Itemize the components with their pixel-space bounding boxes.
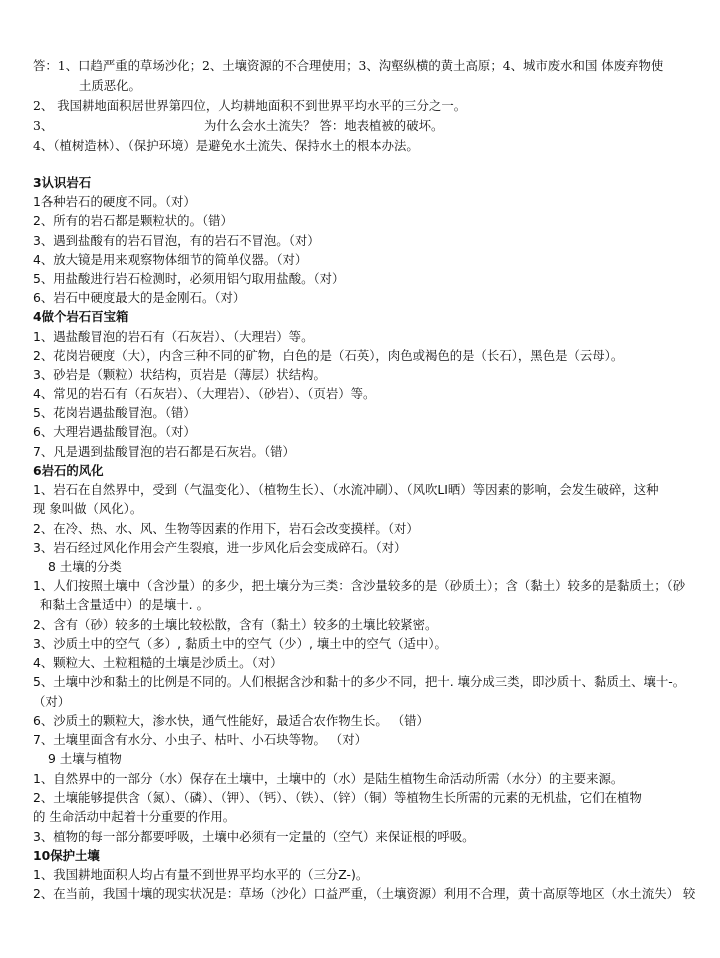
text-line: 4、颗粒大、土粒粗糙的土壤是沙质土。（对） [33, 655, 283, 670]
text-line: 1、我国耕地面积人均占有量不到世界平均水平的（三分Z-)。 [33, 867, 369, 882]
text-line: 2、花岗岩硬度（大），内含三种不同的矿物，白色的是（石英），肉色或褐色的是（长石），黑色是（云母）。 [33, 348, 624, 363]
text-line: 和黏土含量适中）的是壤十. 。 [40, 597, 209, 612]
text-line: 2、在当前，我国十壤的现实状况是：草场（沙化）口益严重，（土壤资源）利用不合理，黄十高原等地区（水土流失） 较 [33, 886, 696, 901]
text-line: 4、（植树造林）、（保护环境）是避免水土流失、保持水土的根本办法。 [33, 138, 419, 153]
text-line: 答：1、口趋严重的草场沙化；2、土壤资源的不合理使用；3、沟壑纵横的黄土高原；4、城市废水和国 体废弃物使 [33, 58, 664, 73]
text-line: 土质恶化。 [79, 78, 141, 93]
text-line: 6、沙质土的颗粒大，渗水快，通气性能好，最适合农作物生长。 （错） [33, 713, 429, 728]
text-line: 1、遇盐酸冒泡的岩石有（石灰岩）、（大理岩）等。 [33, 329, 314, 344]
text-line: 2、含有（砂）较多的土壤比较松散，含有（黏土）较多的土壤比较紧密。 [33, 617, 438, 632]
text-line: 1、自然界中的一部分（水）保存在土壤中，土壤中的（水）是陆生植物生命活动所需（水分）的主要来源。 [33, 771, 624, 786]
text-line: 5、土壤中沙和黏土的比例是不同的。人们根据含沙和黏十的多少不同，把十. 壤分成三类，即沙质十、黏质土、壤十-。 [33, 674, 686, 689]
text-line: 2、所有的岩石都是颗粒状的。（错） [33, 213, 233, 228]
text-line: 为什么会水土流失？ 答：地表植被的破坏。 [204, 118, 444, 133]
section-heading: 6岩石的风化 [33, 463, 104, 478]
text-line: 3、砂岩是（颗粒）状结构，页岩是（薄层）状结构。 [33, 367, 326, 382]
section-heading: 10保护土壤 [33, 848, 100, 863]
text-line: 4、常见的岩石有（石灰岩）、（大理岩）、（砂岩）、（页岩）等。 [33, 386, 376, 401]
text-line: （对） [33, 694, 71, 709]
text-line: 现 象叫做（风化）。 [33, 501, 143, 516]
text-line: 4、放大镜是用来观察物体细节的简单仪器。（对） [33, 252, 308, 267]
text-line: 6、大理岩遇盐酸冒泡。（对） [33, 424, 196, 439]
section-heading: 3认识岩石 [33, 175, 92, 190]
text-line: 2、土壤能够提供含（氮）、（磷）、（钾）、（钙）、（铁）、（锌）（铜）等植物生长所需的元素的无机盐，它们在植物 [33, 790, 642, 805]
text-line: 3、 [33, 118, 54, 133]
text-line: 7、土壤里面含有水分、小虫子、枯叶、小石块等物。 （对） [33, 732, 367, 747]
text-line: 9 土壤与植物 [48, 751, 122, 766]
section-heading: 4做个岩石百宝箱 [33, 309, 129, 324]
text-line: 3、植物的每一部分都要呼吸，土壤中必须有一定量的（空气）来保证根的呼吸。 [33, 829, 475, 844]
text-line: 7、凡是遇到盐酸冒泡的岩石都是石灰岩。（错） [33, 444, 295, 459]
text-line: 6、岩石中硬度最大的是金刚石。（对） [33, 290, 246, 305]
text-line: 8 土壤的分类 [48, 559, 122, 574]
text-line: 3、遇到盐酸有的岩石冒泡，有的岩石不冒泡。（对） [33, 233, 320, 248]
text-line: 3、岩石经过风化作用会产生裂痕，进一步风化后会变成碎石。（对） [33, 540, 407, 555]
text-line: 1、人们按照土壤中（含沙量）的多少，把土壤分为三类：含沙量较多的是（砂质土）；含（黏土）较多的是黏质土；（砂 [33, 578, 686, 593]
text-line: 1各种岩石的硬度不同。（对） [33, 194, 196, 209]
text-line: 5、花岗岩遇盐酸冒泡。（错） [33, 405, 196, 420]
text-line: 2、在冷、热、水、风、生物等因素的作用下，岩石会改变摸样。（对） [33, 521, 419, 536]
text-line: 的 生命活动中起着十分重要的作用。 [33, 809, 236, 824]
text-line: 3、沙质土中的空气（多）, 黏质土中的空气（少）, 壤土中的空气（适中）。 [33, 636, 447, 651]
text-line: 5、用盐酸进行岩石检测时，必须用铝勺取用盐酸。（对） [33, 271, 345, 286]
text-line: 1、岩石在自然界中，受到（气温变化）、（植物生长）、（水流冲刷）、（风吹LI晒）等因素的影响，会发生破碎，这种 [33, 482, 659, 497]
text-line: 2、 我国耕地面积居世界第四位，人均耕地面积不到世界平均水平的三分之一。 [33, 98, 467, 113]
